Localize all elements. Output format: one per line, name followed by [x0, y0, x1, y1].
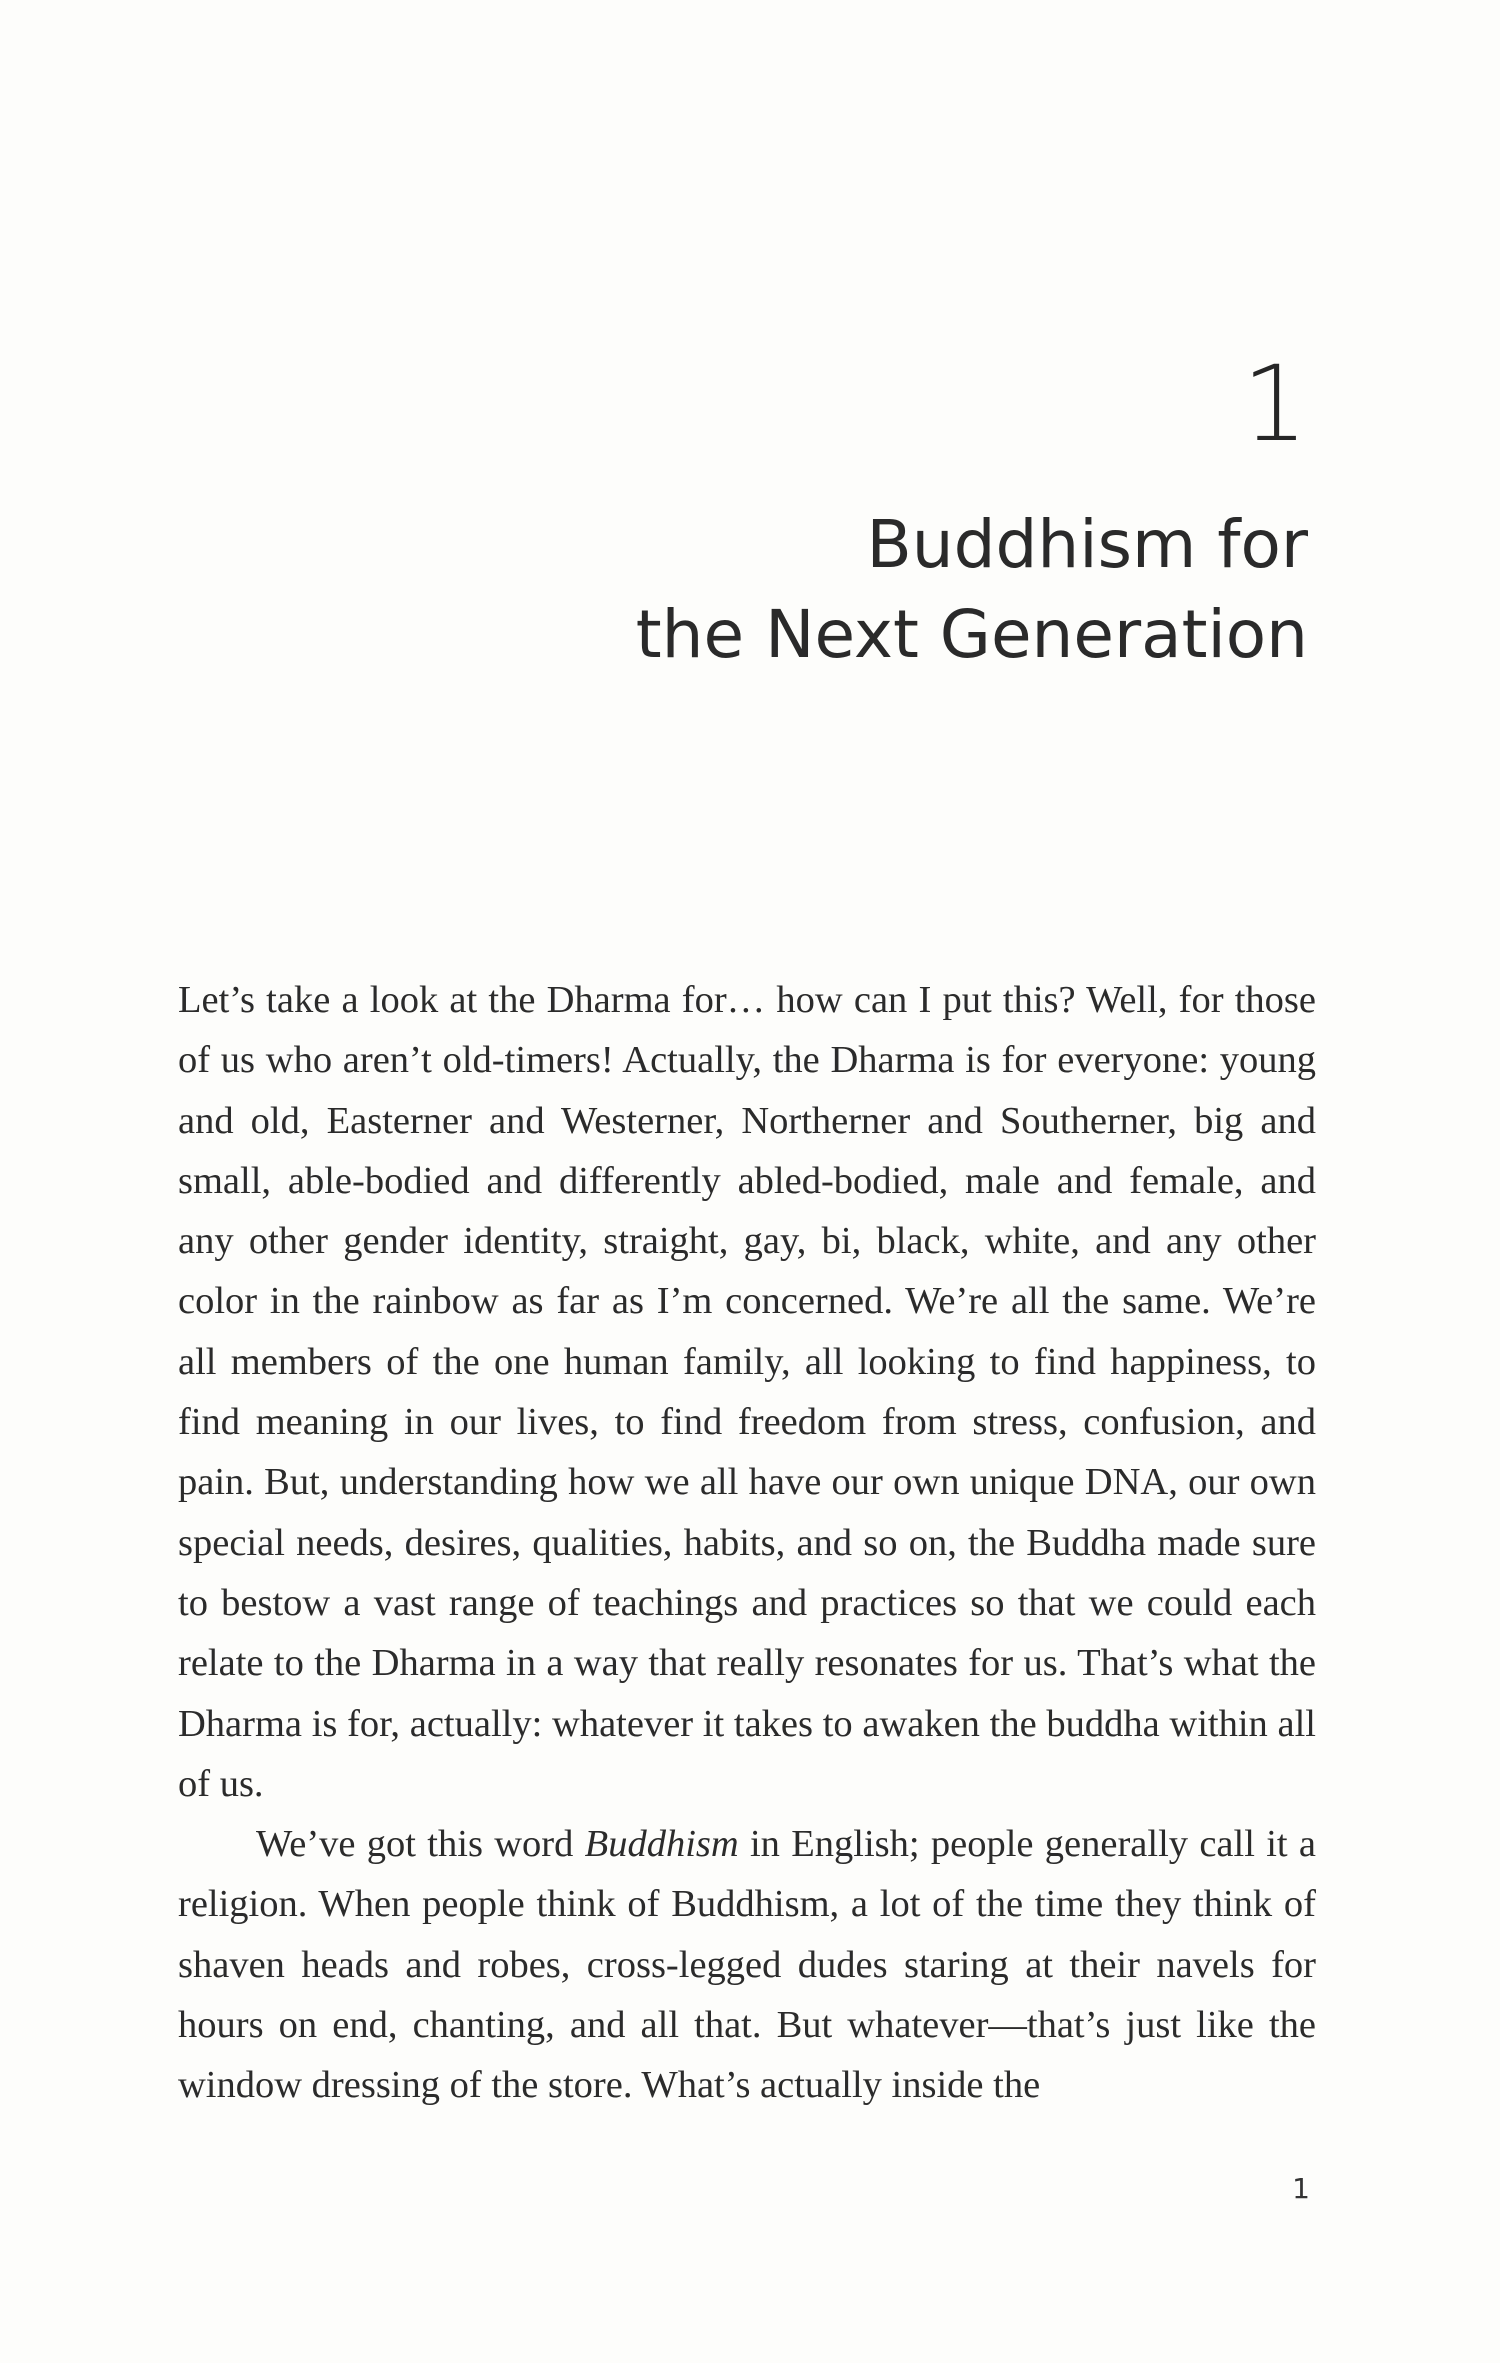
chapter-number: 1	[1241, 343, 1308, 465]
body-text	[178, 970, 1316, 2116]
chapter-title-line-1: Buddhism for	[866, 506, 1308, 583]
paragraph-2-start: We’ve got this word	[256, 1823, 585, 1866]
page-number: 1	[1292, 2172, 1310, 2205]
chapter-title	[408, 500, 1308, 680]
emphasis-buddhism: Buddhism	[584, 1823, 739, 1866]
paragraph-2-rest: in English; people generally call it a religion. When people think of Buddhism, a lot of the time they think of shaven heads and robes, cross-legged dudes staring at their navels for hours on end, chanting, and all that. But whatever—that’s just like the window dressing of the store. What’s actually inside the	[178, 1823, 1316, 2107]
chapter-title-line-2: the Next Generation	[635, 596, 1308, 673]
paragraph-1: Let’s take a look at the Dharma for… how can I put this? Well, for those of us who aren’t old-timers! Actually, the Dharma is for everyone: young and old, Easterner and Westerner, Northerner and Southerner, big and small, able-bodied and differently abled-bodied, male and female, and any other gender identity, straight, gay, bi, black, white, and any other color in the rainbow as far as I’m concerned. We’re all the same. We’re all members of the one human family, all looking to find happiness, to find meaning in our lives, to find freedom from stress, confusion, and pain. But, understanding how we all have our own unique DNA, our own special needs, desires, qualities, habits, and so on, the Buddha made sure to bestow a vast range of teachings and practices so that we could each relate to the Dharma in a way that really resonates for us. That’s what the Dharma is for, actually: whatever it takes to awaken the buddha within all of us.	[178, 979, 1316, 1805]
paragraph-2	[178, 1814, 1316, 2115]
